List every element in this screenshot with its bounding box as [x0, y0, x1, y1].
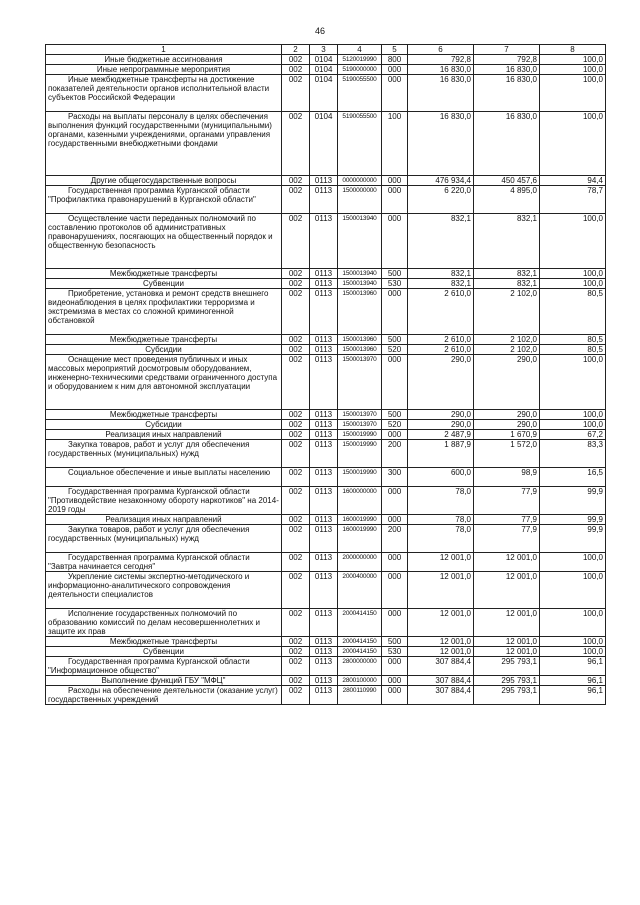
header-cell: 2: [282, 45, 310, 55]
admin-code-cell: 002: [282, 440, 310, 468]
section-code-cell: 0104: [310, 65, 338, 75]
section-code-cell: 0113: [310, 410, 338, 420]
expense-type-cell: 000: [382, 487, 408, 515]
section-code-cell: 0113: [310, 279, 338, 289]
planned-amount-cell: 16 830,0: [408, 112, 474, 176]
execution-percent-cell: 80,5: [540, 289, 606, 335]
section-code-cell: 0113: [310, 647, 338, 657]
expense-type-cell: 000: [382, 65, 408, 75]
expense-type-cell: 000: [382, 186, 408, 214]
admin-code-cell: 002: [282, 553, 310, 572]
row-name-cell: Межбюджетные трансферты: [46, 637, 282, 647]
execution-percent-cell: 99,9: [540, 487, 606, 515]
execution-percent-cell: 80,5: [540, 345, 606, 355]
admin-code-cell: 002: [282, 647, 310, 657]
executed-amount-cell: 2 102,0: [474, 335, 540, 345]
expense-type-cell: 000: [382, 430, 408, 440]
target-code-cell: 2000414150: [338, 609, 382, 637]
planned-amount-cell: 832,1: [408, 214, 474, 269]
execution-percent-cell: 100,0: [540, 355, 606, 410]
table-row: [46, 420, 606, 430]
expense-type-cell: 000: [382, 657, 408, 676]
planned-amount-cell: 307 884,4: [408, 657, 474, 676]
row-name-cell: Межбюджетные трансферты: [46, 335, 282, 345]
executed-amount-cell: 77,9: [474, 515, 540, 525]
admin-code-cell: 002: [282, 65, 310, 75]
execution-percent-cell: 100,0: [540, 609, 606, 637]
table-header-row: [46, 45, 606, 55]
expense-type-cell: 000: [382, 686, 408, 705]
admin-code-cell: 002: [282, 75, 310, 112]
section-code-cell: 0113: [310, 572, 338, 609]
executed-amount-cell: 1 572,0: [474, 440, 540, 468]
execution-percent-cell: 16,5: [540, 468, 606, 487]
executed-amount-cell: 792,8: [474, 55, 540, 65]
execution-percent-cell: 100,0: [540, 572, 606, 609]
row-name-cell: Закупка товаров, работ и услуг для обеспечения государственных (муниципальных) нужд: [46, 525, 282, 553]
expense-type-cell: 000: [382, 515, 408, 525]
row-name-cell: Государственная программа Курганской области "Противодействие незаконному обороту наркотиков" на 2014-2019 годы: [46, 487, 282, 515]
row-name-cell: Другие общегосударственные вопросы: [46, 176, 282, 186]
expense-type-cell: 520: [382, 420, 408, 430]
executed-amount-cell: 16 830,0: [474, 75, 540, 112]
table-row: [46, 214, 606, 269]
planned-amount-cell: 12 001,0: [408, 553, 474, 572]
admin-code-cell: 002: [282, 214, 310, 269]
header-cell: 1: [46, 45, 282, 55]
section-code-cell: 0113: [310, 289, 338, 335]
table-row: [46, 637, 606, 647]
execution-percent-cell: 100,0: [540, 75, 606, 112]
target-code-cell: 1500013960: [338, 335, 382, 345]
row-name-cell: Исполнение государственных полномочий по образованию комиссий по делам несовершеннолетних и защите их прав: [46, 609, 282, 637]
target-code-cell: 5190055500: [338, 75, 382, 112]
admin-code-cell: 002: [282, 468, 310, 487]
header-cell: 3: [310, 45, 338, 55]
row-name-cell: Субвенции: [46, 279, 282, 289]
table-row: [46, 440, 606, 468]
target-code-cell: 1500019990: [338, 468, 382, 487]
admin-code-cell: 002: [282, 572, 310, 609]
execution-percent-cell: 100,0: [540, 65, 606, 75]
expense-type-cell: 000: [382, 75, 408, 112]
planned-amount-cell: 6 220,0: [408, 186, 474, 214]
planned-amount-cell: 16 830,0: [408, 65, 474, 75]
admin-code-cell: 002: [282, 637, 310, 647]
table-row: [46, 345, 606, 355]
executed-amount-cell: 77,9: [474, 487, 540, 515]
table-row: [46, 75, 606, 112]
planned-amount-cell: 2 487,9: [408, 430, 474, 440]
execution-percent-cell: 99,9: [540, 525, 606, 553]
section-code-cell: 0113: [310, 420, 338, 430]
expense-type-cell: 000: [382, 609, 408, 637]
table-row: [46, 553, 606, 572]
planned-amount-cell: 832,1: [408, 269, 474, 279]
section-code-cell: 0104: [310, 75, 338, 112]
table-row: [46, 289, 606, 335]
admin-code-cell: 002: [282, 657, 310, 676]
table-row: [46, 65, 606, 75]
table-row: [46, 176, 606, 186]
expense-type-cell: 100: [382, 112, 408, 176]
planned-amount-cell: 12 001,0: [408, 572, 474, 609]
expense-type-cell: 500: [382, 637, 408, 647]
executed-amount-cell: 832,1: [474, 279, 540, 289]
expense-type-cell: 530: [382, 279, 408, 289]
row-name-cell: Иные бюджетные ассигнования: [46, 55, 282, 65]
section-code-cell: 0113: [310, 430, 338, 440]
target-code-cell: 2800110990: [338, 686, 382, 705]
target-code-cell: 1500013960: [338, 345, 382, 355]
executed-amount-cell: 12 001,0: [474, 572, 540, 609]
table-row: [46, 686, 606, 705]
table-row: [46, 609, 606, 637]
section-code-cell: 0113: [310, 686, 338, 705]
executed-amount-cell: 450 457,6: [474, 176, 540, 186]
execution-percent-cell: 100,0: [540, 637, 606, 647]
row-name-cell: Расходы на обеспечение деятельности (оказание услуг) государственных учреждений: [46, 686, 282, 705]
planned-amount-cell: 1 887,9: [408, 440, 474, 468]
target-code-cell: 1500013970: [338, 410, 382, 420]
planned-amount-cell: 792,8: [408, 55, 474, 65]
target-code-cell: 5120019990: [338, 55, 382, 65]
admin-code-cell: 002: [282, 609, 310, 637]
execution-percent-cell: 100,0: [540, 420, 606, 430]
table-row: [46, 269, 606, 279]
planned-amount-cell: 476 934,4: [408, 176, 474, 186]
target-code-cell: 5190000000: [338, 65, 382, 75]
row-name-cell: Государственная программа Курганской области "Информационное общество": [46, 657, 282, 676]
planned-amount-cell: 307 884,4: [408, 686, 474, 705]
planned-amount-cell: 832,1: [408, 279, 474, 289]
section-code-cell: 0113: [310, 335, 338, 345]
expense-type-cell: 500: [382, 269, 408, 279]
expense-type-cell: 300: [382, 468, 408, 487]
executed-amount-cell: 1 670,9: [474, 430, 540, 440]
execution-percent-cell: 100,0: [540, 279, 606, 289]
admin-code-cell: 002: [282, 430, 310, 440]
execution-percent-cell: 83,3: [540, 440, 606, 468]
header-cell: 6: [408, 45, 474, 55]
executed-amount-cell: 12 001,0: [474, 609, 540, 637]
planned-amount-cell: 12 001,0: [408, 609, 474, 637]
execution-percent-cell: 80,5: [540, 335, 606, 345]
header-cell: 7: [474, 45, 540, 55]
planned-amount-cell: 78,0: [408, 487, 474, 515]
target-code-cell: 5190055500: [338, 112, 382, 176]
section-code-cell: 0113: [310, 176, 338, 186]
target-code-cell: 1600000000: [338, 487, 382, 515]
admin-code-cell: 002: [282, 345, 310, 355]
row-name-cell: Закупка товаров, работ и услуг для обеспечения государственных (муниципальных) нужд: [46, 440, 282, 468]
table-row: [46, 430, 606, 440]
section-code-cell: 0104: [310, 112, 338, 176]
execution-percent-cell: 96,1: [540, 686, 606, 705]
target-code-cell: 2800100000: [338, 676, 382, 686]
expense-type-cell: 000: [382, 176, 408, 186]
section-code-cell: 0113: [310, 553, 338, 572]
target-code-cell: 1600019990: [338, 525, 382, 553]
planned-amount-cell: 307 884,4: [408, 676, 474, 686]
admin-code-cell: 002: [282, 525, 310, 553]
target-code-cell: 1500013940: [338, 269, 382, 279]
target-code-cell: 1500019990: [338, 430, 382, 440]
target-code-cell: 2000000000: [338, 553, 382, 572]
row-name-cell: Субсидии: [46, 420, 282, 430]
planned-amount-cell: 12 001,0: [408, 637, 474, 647]
section-code-cell: 0113: [310, 525, 338, 553]
execution-percent-cell: 67,2: [540, 430, 606, 440]
planned-amount-cell: 2 610,0: [408, 345, 474, 355]
expense-type-cell: 000: [382, 553, 408, 572]
row-name-cell: Осуществление части переданных полномочий по составлению протоколов об административных правонарушениях, посягающих на общественный порядок и общественную безопасность: [46, 214, 282, 269]
admin-code-cell: 002: [282, 515, 310, 525]
row-name-cell: Укрепление системы экспертно-методического и информационно-аналитического сопровождения деятельности специалистов: [46, 572, 282, 609]
table-row: [46, 112, 606, 176]
row-name-cell: Приобретение, установка и ремонт средств внешнего видеонаблюдения в целях профилактики терроризма и экстремизма в местах со сложной криминогенной обстановкой: [46, 289, 282, 335]
row-name-cell: Реализация иных направлений: [46, 515, 282, 525]
section-code-cell: 0113: [310, 440, 338, 468]
admin-code-cell: 002: [282, 176, 310, 186]
section-code-cell: 0113: [310, 487, 338, 515]
executed-amount-cell: 2 102,0: [474, 345, 540, 355]
executed-amount-cell: 290,0: [474, 410, 540, 420]
section-code-cell: 0113: [310, 186, 338, 214]
executed-amount-cell: 16 830,0: [474, 65, 540, 75]
table-row: [46, 525, 606, 553]
admin-code-cell: 002: [282, 112, 310, 176]
planned-amount-cell: 290,0: [408, 355, 474, 410]
target-code-cell: 2000414150: [338, 637, 382, 647]
planned-amount-cell: 290,0: [408, 420, 474, 430]
section-code-cell: 0113: [310, 345, 338, 355]
execution-percent-cell: 96,1: [540, 657, 606, 676]
section-code-cell: 0113: [310, 355, 338, 410]
table-row: [46, 676, 606, 686]
execution-percent-cell: 94,4: [540, 176, 606, 186]
execution-percent-cell: 99,9: [540, 515, 606, 525]
row-name-cell: Реализация иных направлений: [46, 430, 282, 440]
expense-type-cell: 000: [382, 355, 408, 410]
planned-amount-cell: 16 830,0: [408, 75, 474, 112]
target-code-cell: 1500013940: [338, 279, 382, 289]
execution-percent-cell: 100,0: [540, 112, 606, 176]
expense-type-cell: 520: [382, 345, 408, 355]
executed-amount-cell: 98,9: [474, 468, 540, 487]
admin-code-cell: 002: [282, 186, 310, 214]
executed-amount-cell: 4 895,0: [474, 186, 540, 214]
table-row: [46, 657, 606, 676]
executed-amount-cell: 290,0: [474, 420, 540, 430]
planned-amount-cell: 12 001,0: [408, 647, 474, 657]
expense-type-cell: 000: [382, 214, 408, 269]
executed-amount-cell: 832,1: [474, 269, 540, 279]
execution-percent-cell: 96,1: [540, 676, 606, 686]
planned-amount-cell: 2 610,0: [408, 335, 474, 345]
executed-amount-cell: 290,0: [474, 355, 540, 410]
table-row: [46, 335, 606, 345]
target-code-cell: 0000000000: [338, 176, 382, 186]
table-row: [46, 55, 606, 65]
target-code-cell: 1500013960: [338, 289, 382, 335]
row-name-cell: Субсидии: [46, 345, 282, 355]
admin-code-cell: 002: [282, 269, 310, 279]
expense-type-cell: 000: [382, 676, 408, 686]
section-code-cell: 0113: [310, 269, 338, 279]
table-row: [46, 410, 606, 420]
row-name-cell: Иные непрограммные мероприятия: [46, 65, 282, 75]
executed-amount-cell: 832,1: [474, 214, 540, 269]
expense-type-cell: 800: [382, 55, 408, 65]
table-row: [46, 647, 606, 657]
admin-code-cell: 002: [282, 289, 310, 335]
table-row: [46, 515, 606, 525]
expense-type-cell: 000: [382, 572, 408, 609]
admin-code-cell: 002: [282, 410, 310, 420]
section-code-cell: 0113: [310, 468, 338, 487]
executed-amount-cell: 295 793,1: [474, 676, 540, 686]
header-cell: 5: [382, 45, 408, 55]
target-code-cell: 1500019990: [338, 440, 382, 468]
target-code-cell: 2000400000: [338, 572, 382, 609]
execution-percent-cell: 100,0: [540, 647, 606, 657]
row-name-cell: Государственная программа Курганской области "Завтра начинается сегодня": [46, 553, 282, 572]
target-code-cell: 1500013970: [338, 420, 382, 430]
admin-code-cell: 002: [282, 487, 310, 515]
table-row: [46, 572, 606, 609]
expense-type-cell: 000: [382, 289, 408, 335]
row-name-cell: Социальное обеспечение и иные выплаты населению: [46, 468, 282, 487]
expense-type-cell: 530: [382, 647, 408, 657]
executed-amount-cell: 12 001,0: [474, 553, 540, 572]
admin-code-cell: 002: [282, 355, 310, 410]
expense-type-cell: 200: [382, 440, 408, 468]
row-name-cell: Государственная программа Курганской области "Профилактика правонарушений в Курганской области": [46, 186, 282, 214]
admin-code-cell: 002: [282, 686, 310, 705]
target-code-cell: 2000414150: [338, 647, 382, 657]
executed-amount-cell: 12 001,0: [474, 637, 540, 647]
target-code-cell: 1500013970: [338, 355, 382, 410]
row-name-cell: Межбюджетные трансферты: [46, 269, 282, 279]
execution-percent-cell: 100,0: [540, 410, 606, 420]
execution-percent-cell: 100,0: [540, 553, 606, 572]
executed-amount-cell: 295 793,1: [474, 686, 540, 705]
planned-amount-cell: 78,0: [408, 525, 474, 553]
budget-table: [45, 44, 606, 705]
target-code-cell: 1600019990: [338, 515, 382, 525]
row-name-cell: Иные межбюджетные трансферты на достижение показателей деятельности органов исполнительной власти субъектов Российской Федерации: [46, 75, 282, 112]
section-code-cell: 0113: [310, 214, 338, 269]
executed-amount-cell: 12 001,0: [474, 647, 540, 657]
executed-amount-cell: 2 102,0: [474, 289, 540, 335]
section-code-cell: 0113: [310, 609, 338, 637]
table-row: [46, 186, 606, 214]
expense-type-cell: 500: [382, 335, 408, 345]
executed-amount-cell: 295 793,1: [474, 657, 540, 676]
header-cell: 8: [540, 45, 606, 55]
page-number: 46: [314, 26, 325, 36]
section-code-cell: 0113: [310, 676, 338, 686]
header-cell: 4: [338, 45, 382, 55]
executed-amount-cell: 16 830,0: [474, 112, 540, 176]
admin-code-cell: 002: [282, 335, 310, 345]
section-code-cell: 0104: [310, 55, 338, 65]
section-code-cell: 0113: [310, 637, 338, 647]
execution-percent-cell: 100,0: [540, 55, 606, 65]
row-name-cell: Межбюджетные трансферты: [46, 410, 282, 420]
table-row: [46, 468, 606, 487]
planned-amount-cell: 78,0: [408, 515, 474, 525]
row-name-cell: Оснащение мест проведения публичных и иных массовых мероприятий досмотровым оборудованием, инженерно-техническими средствами ограниченного доступа и оборудованием к ним для автономной эксплуатации: [46, 355, 282, 410]
table-row: [46, 279, 606, 289]
admin-code-cell: 002: [282, 279, 310, 289]
expense-type-cell: 500: [382, 410, 408, 420]
admin-code-cell: 002: [282, 55, 310, 65]
execution-percent-cell: 78,7: [540, 186, 606, 214]
target-code-cell: 1500013940: [338, 214, 382, 269]
target-code-cell: 2800000000: [338, 657, 382, 676]
admin-code-cell: 002: [282, 676, 310, 686]
row-name-cell: Расходы на выплаты персоналу в целях обеспечения выполнения функций государственными (муниципальными) органами, казенными учреждениями, органами управления государственными внебюджетными фондами: [46, 112, 282, 176]
table-row: [46, 487, 606, 515]
row-name-cell: Субвенции: [46, 647, 282, 657]
admin-code-cell: 002: [282, 420, 310, 430]
planned-amount-cell: 2 610,0: [408, 289, 474, 335]
target-code-cell: 1500000000: [338, 186, 382, 214]
expense-type-cell: 200: [382, 525, 408, 553]
table-row: [46, 355, 606, 410]
execution-percent-cell: 100,0: [540, 214, 606, 269]
execution-percent-cell: 100,0: [540, 269, 606, 279]
planned-amount-cell: 600,0: [408, 468, 474, 487]
section-code-cell: 0113: [310, 657, 338, 676]
section-code-cell: 0113: [310, 515, 338, 525]
executed-amount-cell: 77,9: [474, 525, 540, 553]
row-name-cell: Выполнение функций ГБУ "МФЦ": [46, 676, 282, 686]
table-body: [46, 55, 606, 705]
planned-amount-cell: 290,0: [408, 410, 474, 420]
